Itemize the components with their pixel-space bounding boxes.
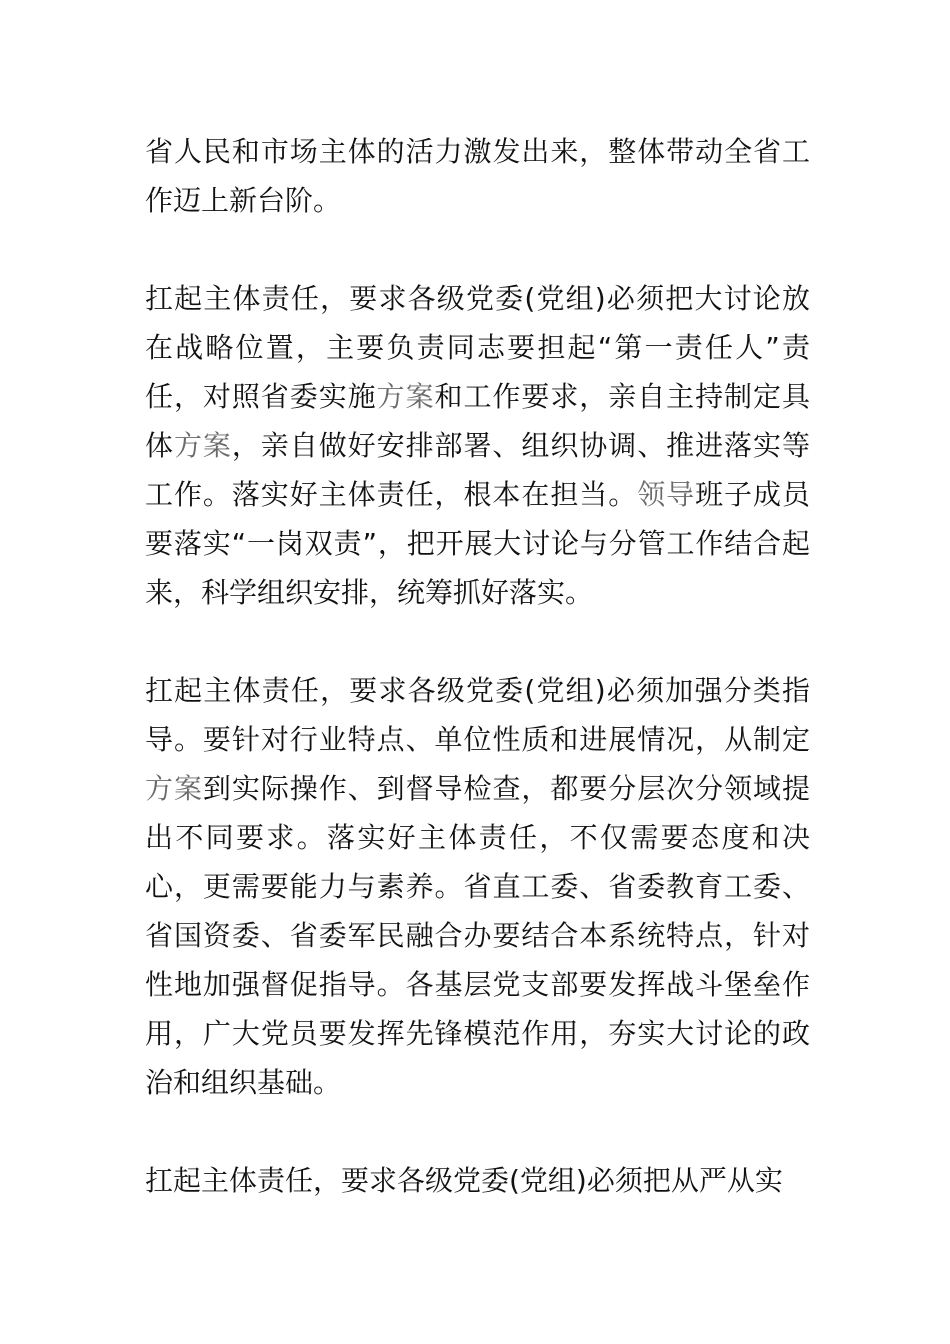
paragraph-3 bbox=[145, 666, 810, 1107]
keyword-link-fangan[interactable]: 方案 bbox=[173, 429, 232, 462]
paragraph-text: 省人民和市场主体的活力激发出来，整体带动全省工作迈上新台阶。 bbox=[145, 135, 810, 217]
paragraph-4 bbox=[145, 1156, 810, 1205]
paragraph-text: 到实际操作、到督导检查，都要分层次分领域提出不同要求。落实好主体责任，不仅需要态度和决心，更需要能力与素养。省直工委、省委教育工委、省国资委、省委军民融合办要结合本系统特点，针对性地加强督促指导。各基层党支部要发挥战斗堡垒作用，广大党员要发挥先锋模范作用，夯实大讨论的政治和组织基础。 bbox=[145, 772, 810, 1099]
paragraph-text: 扛起主体责任，要求各级党委(党组)必须把大讨论放在战略位置，主要负责同志要担起“第一责任人”责任，对照省委实施 bbox=[145, 282, 810, 413]
paragraph-text: 扛起主体责任，要求各级党委(党组)必须加强分类指导。要针对行业特点、单位性质和进展情况，从制定 bbox=[145, 674, 810, 756]
paragraph-2 bbox=[145, 274, 810, 617]
paragraph-text: ，亲自做好安排部署、组织协调、推进落实等工作。落实好主体责任，根本在担当。 bbox=[145, 429, 810, 511]
paragraph-text: 和工作要求，亲自主持制定具体 bbox=[145, 380, 810, 462]
document-body bbox=[145, 127, 810, 1254]
paragraph-text: 班子成员要落实“一岗双责”，把开展大讨论与分管工作结合起来，科学组织安排，统筹抓好落实。 bbox=[145, 478, 810, 609]
keyword-link-lingdao[interactable]: 领导 bbox=[637, 478, 696, 511]
keyword-link-fangan[interactable]: 方案 bbox=[145, 772, 203, 805]
paragraph-1 bbox=[145, 127, 810, 225]
keyword-link-fangan[interactable]: 方案 bbox=[376, 380, 435, 413]
paragraph-text: 扛起主体责任，要求各级党委(党组)必须把从严从实 bbox=[145, 1164, 783, 1197]
